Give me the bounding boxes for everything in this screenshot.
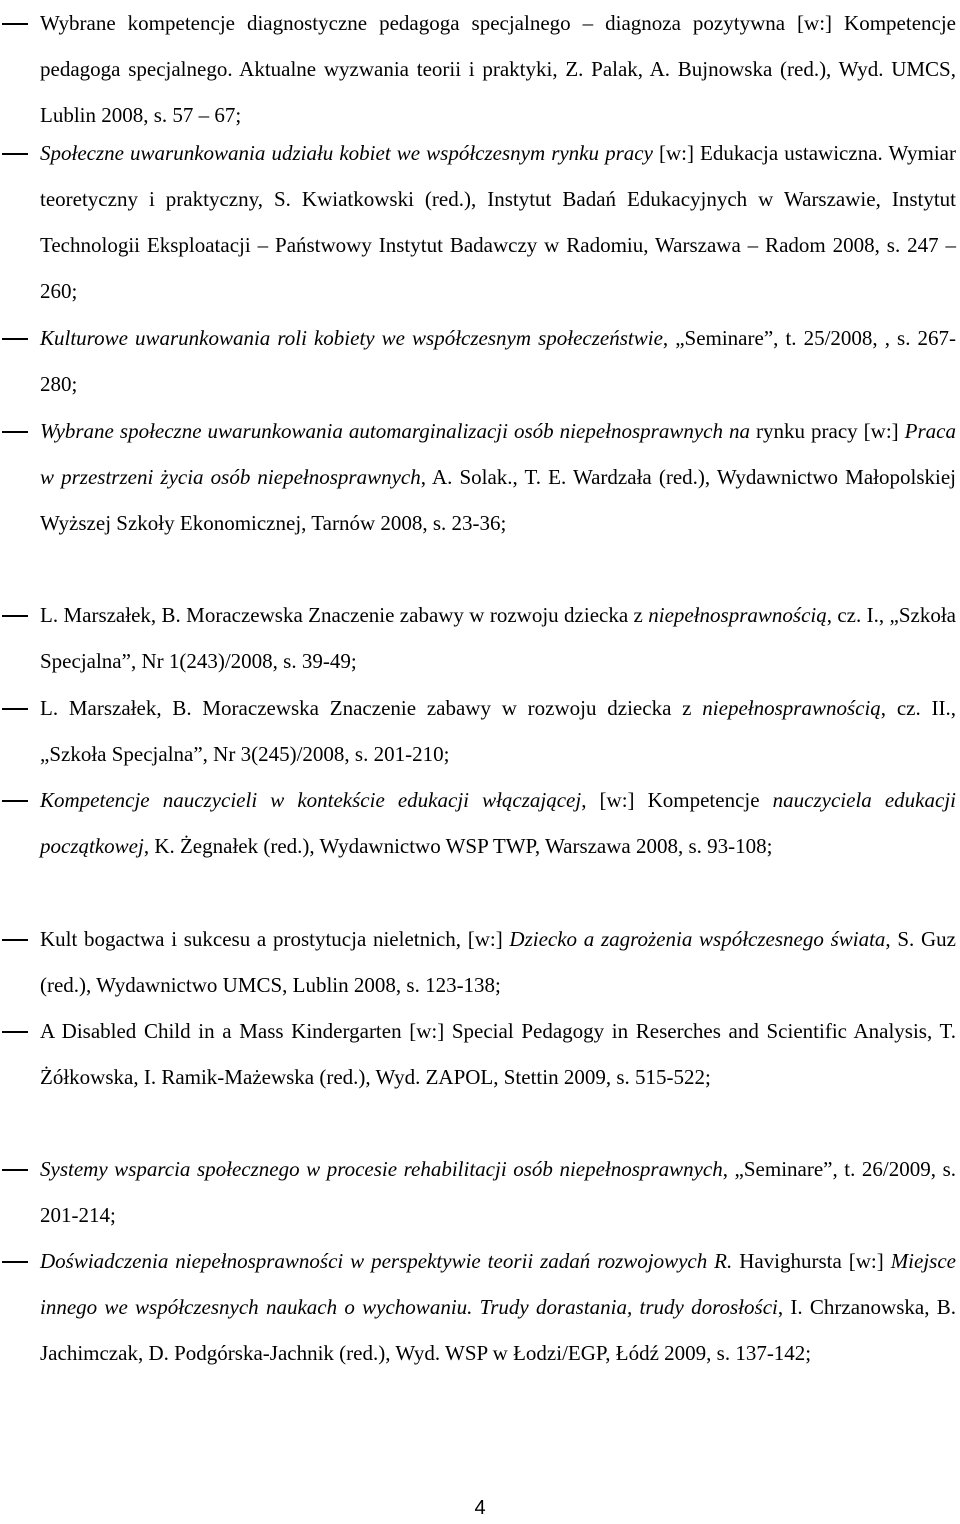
entry-text-segment: , S. Guz (red.), Wydawnictwo UMCS, Lublin 2008, s. 123-138; <box>40 927 956 997</box>
entry-title-italic: Doświadczenia niepełnosprawności w perspektywie teorii zadań rozwojowych R. <box>40 1249 733 1273</box>
bibliography-entry <box>0 315 960 407</box>
entry-text-segment: , K. Żegnałek (red.), Wydawnictwo WSP TWP, Warszawa 2008, s. 93-108; <box>143 834 773 858</box>
entry-text-segment: , A. Solak., T. E. Wardzała (red.), Wydawnictwo Małopolskiej Wyższej Szkoły Ekonomicznej, Tarnów 2008, s. 23-36; <box>40 465 956 535</box>
entry-text <box>40 408 956 546</box>
entry-text-segment: L. Marszałek, B. Moraczewska Znaczenie zabawy w rozwoju dziecka z <box>40 696 703 720</box>
entry-text-segment: Wybrane kompetencje diagnostyczne pedagoga specjalnego – diagnoza pozytywna [w:] Kompetencje pedagoga specjalnego. Aktualne wyzwania teorii i praktyki, Z. Palak, A. Bujnowska (red.), Wyd. UMCS, Lublin 2008, s. 57 – 67; <box>40 11 956 127</box>
entry-title-italic: Miejsce innego we współczesnych naukach o wychowaniu. Trudy dorastania, trudy dorosłości <box>40 1249 956 1319</box>
entry-title-italic: Społeczne uwarunkowania udziału kobiet we współczesnym rynku pracy <box>40 141 653 165</box>
bibliography-entry <box>0 777 960 869</box>
entry-title-italic: Kulturowe uwarunkowania roli kobiety we współczesnym społeczeństwie <box>40 326 663 350</box>
entry-title-italic: Kompetencje nauczycieli w kontekście edukacji włączającej <box>40 788 582 812</box>
page-number: 4 <box>474 1497 486 1519</box>
entry-text-segment: , cz. II., „Szkoła Specjalna”, Nr 3(245)/2008, s. 201-210; <box>40 696 956 766</box>
bibliography-entry <box>0 685 960 777</box>
entry-text-segment: A Disabled Child in a Mass Kindergarten [w:] Special Pedagogy in Reserches and Scientific Analysis, T. Żółkowska, I. Ramik-Mażewska (red.), Wyd. ZAPOL, Stettin 2009, s. 515-522; <box>40 1019 956 1089</box>
entry-title-italic: niepełnosprawnością <box>648 603 827 627</box>
entry-title-italic: Wybrane społeczne uwarunkowania automarginalizacji osób niepełnosprawnych na <box>40 419 750 443</box>
bibliography-entry <box>0 408 960 546</box>
entry-title-italic: Dziecko a zagrożenia współczesnego świata <box>509 927 886 951</box>
entry-text-segment: , [w:] Kompetencje <box>581 788 773 812</box>
bibliography-entry <box>0 1008 960 1100</box>
entry-text <box>40 777 956 869</box>
list-bullet-dash <box>2 777 28 823</box>
entry-text <box>40 916 956 1008</box>
list-bullet-dash <box>2 0 28 46</box>
entry-text-segment: , I. Chrzanowska, B. Jachimczak, D. Podgórska-Jachnik (red.), Wyd. WSP w Łodzi/EGP, Łódź 2009, s. 137-142; <box>40 1295 956 1365</box>
list-bullet-dash <box>2 1238 28 1284</box>
list-bullet-dash <box>2 408 28 454</box>
entry-title-italic: nauczyciela edukacji początkowej <box>40 788 956 858</box>
entry-text-segment: , „Seminare”, t. 26/2009, s. 201-214; <box>40 1157 956 1227</box>
entry-text <box>40 0 956 138</box>
entry-text-segment: , „Seminare”, t. 25/2008, , s. 267-280; <box>40 326 956 396</box>
bibliography-entry <box>0 130 960 314</box>
entry-title-italic: niepełnosprawnością <box>702 696 881 720</box>
entry-text <box>40 130 956 314</box>
list-bullet-dash <box>2 1008 28 1054</box>
bibliography-entry <box>0 592 960 684</box>
entry-text-segment: , cz. I., „Szkoła Specjalna”, Nr 1(243)/2008, s. 39-49; <box>40 603 956 673</box>
entry-text-segment: L. Marszałek, B. Moraczewska Znaczenie zabawy w rozwoju dziecka z <box>40 603 649 627</box>
entry-text <box>40 1008 956 1100</box>
entry-text-segment: [w:] Edukacja ustawiczna. Wymiar teoretyczny i praktyczny, S. Kwiatkowski (red.), Instytut Badań Edukacyjnych w Warszawie, Instytut Technologii Eksploatacji – Państwowy Instytut Badawczy w Radomiu, Warszawa – Radom 2008, s. 247 – 260; <box>40 141 956 303</box>
bibliography-entry <box>0 0 960 138</box>
list-bullet-dash <box>2 916 28 962</box>
bibliography-entry <box>0 916 960 1008</box>
entry-text <box>40 685 956 777</box>
entry-text <box>40 315 956 407</box>
entry-text-segment: Kult bogactwa i sukcesu a prostytucja nieletnich, [w:] <box>40 927 510 951</box>
list-bullet-dash <box>2 130 28 176</box>
entry-text-segment: Havighursta [w:] <box>732 1249 891 1273</box>
bibliography-entry <box>0 1146 960 1238</box>
entry-text <box>40 1238 956 1376</box>
list-bullet-dash <box>2 685 28 731</box>
entry-title-italic: Systemy wsparcia społecznego w procesie rehabilitacji osób niepełnosprawnych <box>40 1157 723 1181</box>
entry-text <box>40 592 956 684</box>
list-bullet-dash <box>2 1146 28 1192</box>
entry-text <box>40 1146 956 1238</box>
entry-text-segment: rynku pracy [w:] <box>749 419 905 443</box>
bibliography-entry <box>0 1238 960 1376</box>
list-bullet-dash <box>2 592 28 638</box>
list-bullet-dash <box>2 315 28 361</box>
entry-title-italic: Praca w przestrzeni życia osób niepełnosprawnych <box>40 419 956 489</box>
